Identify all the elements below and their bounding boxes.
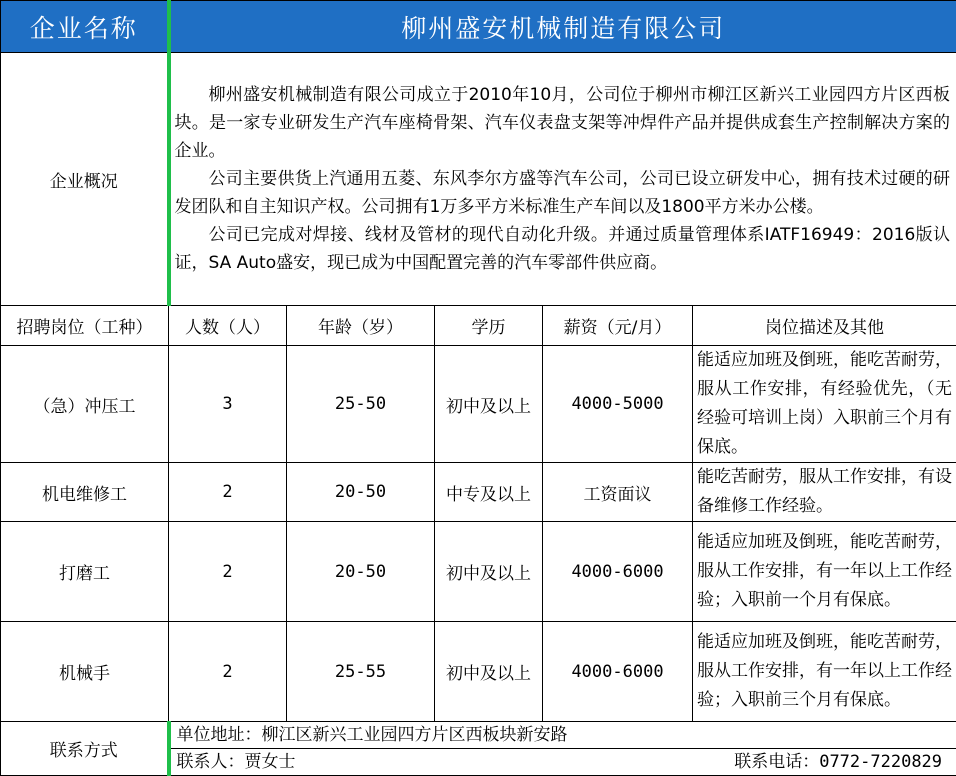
col-header-count: 人数（人） (169, 306, 287, 346)
job-education: 初中及以上 (435, 522, 543, 622)
overview-paragraph: 公司已完成对焊接、线材及管材的现代自动化升级。并通过质量管理体系IATF16949：2016版认证，SA Auto盛安，现已成为中国配置完善的汽车零部件供应商。 (171, 221, 956, 277)
table-row (1, 522, 956, 622)
job-title: 机械手 (1, 622, 169, 722)
job-description: 能吃苦耐劳，服从工作安排，有设备维修工作经验。 (693, 463, 956, 522)
contact-label: 联系方式 (1, 722, 169, 776)
job-count: 2 (169, 522, 287, 622)
table-row (1, 463, 956, 522)
job-title: （急）冲压工 (1, 346, 169, 463)
job-count: 2 (169, 622, 287, 722)
job-description: 能适应加班及倒班，能吃苦耐劳，服从工作安排，有一年以上工作经验；入职前一个月有保底。 (693, 522, 956, 622)
job-education: 中专及以上 (435, 463, 543, 522)
contact-info (169, 722, 956, 776)
col-header-position: 招聘岗位（工种） (1, 306, 169, 346)
job-age: 25-55 (287, 622, 435, 722)
job-description: 能适应加班及倒班，能吃苦耐劳，服从工作安排，有经验优先，（无经验可培训上岗）入职前三个月有保底。 (693, 346, 956, 463)
company-name-label: 企业名称 (1, 1, 169, 53)
overview-paragraph: 公司主要供货上汽通用五菱、东风李尔方盛等汽车公司，公司已设立研发中心，拥有技术过硬的研发团队和自主知识产权。公司拥有1万多平方米标准生产车间以及1800平方米办公楼。 (171, 165, 956, 221)
job-title: 打磨工 (1, 522, 169, 622)
job-salary: 4000-6000 (543, 622, 693, 722)
job-salary: 4000-5000 (543, 346, 693, 463)
col-header-salary: 薪资（元/月） (543, 306, 693, 346)
job-age: 20-50 (287, 463, 435, 522)
job-age: 20-50 (287, 522, 435, 622)
job-description: 能适应加班及倒班，能吃苦耐劳，服从工作安排，有一年以上工作经验；入职前三个月有保底。 (693, 622, 956, 722)
table-row (1, 346, 956, 463)
overview-text (169, 53, 956, 306)
overview-paragraph: 柳州盛安机械制造有限公司成立于2010年10月，公司位于柳州市柳江区新兴工业园四方片区西板块。是一家专业研发生产汽车座椅骨架、汽车仪表盘支架等冲焊件产品并提供成套生产控制解决方案的企业。 (171, 81, 956, 165)
job-count: 2 (169, 463, 287, 522)
job-title: 机电维修工 (1, 463, 169, 522)
job-count: 3 (169, 346, 287, 463)
job-education: 初中及以上 (435, 346, 543, 463)
company-name: 柳州盛安机械制造有限公司 (169, 1, 956, 53)
col-header-age: 年龄（岁） (287, 306, 435, 346)
job-salary: 4000-6000 (543, 522, 693, 622)
overview-label: 企业概况 (1, 53, 169, 306)
job-age: 25-50 (287, 346, 435, 463)
job-salary: 工资面议 (543, 463, 693, 522)
table-row (1, 622, 956, 722)
contact-phone: 联系电话：0772-7220829 (734, 749, 956, 775)
address-line (171, 722, 956, 748)
col-header-education: 学历 (435, 306, 543, 346)
contact-person: 联系人：贾女士 (177, 749, 296, 775)
person-phone-line (171, 748, 956, 775)
job-education: 初中及以上 (435, 622, 543, 722)
col-header-description: 岗位描述及其他 (693, 306, 956, 346)
jobs-header-row (1, 306, 956, 346)
contact-address: 单位地址：柳江区新兴工业园四方片区西板块新安路 (177, 722, 568, 748)
